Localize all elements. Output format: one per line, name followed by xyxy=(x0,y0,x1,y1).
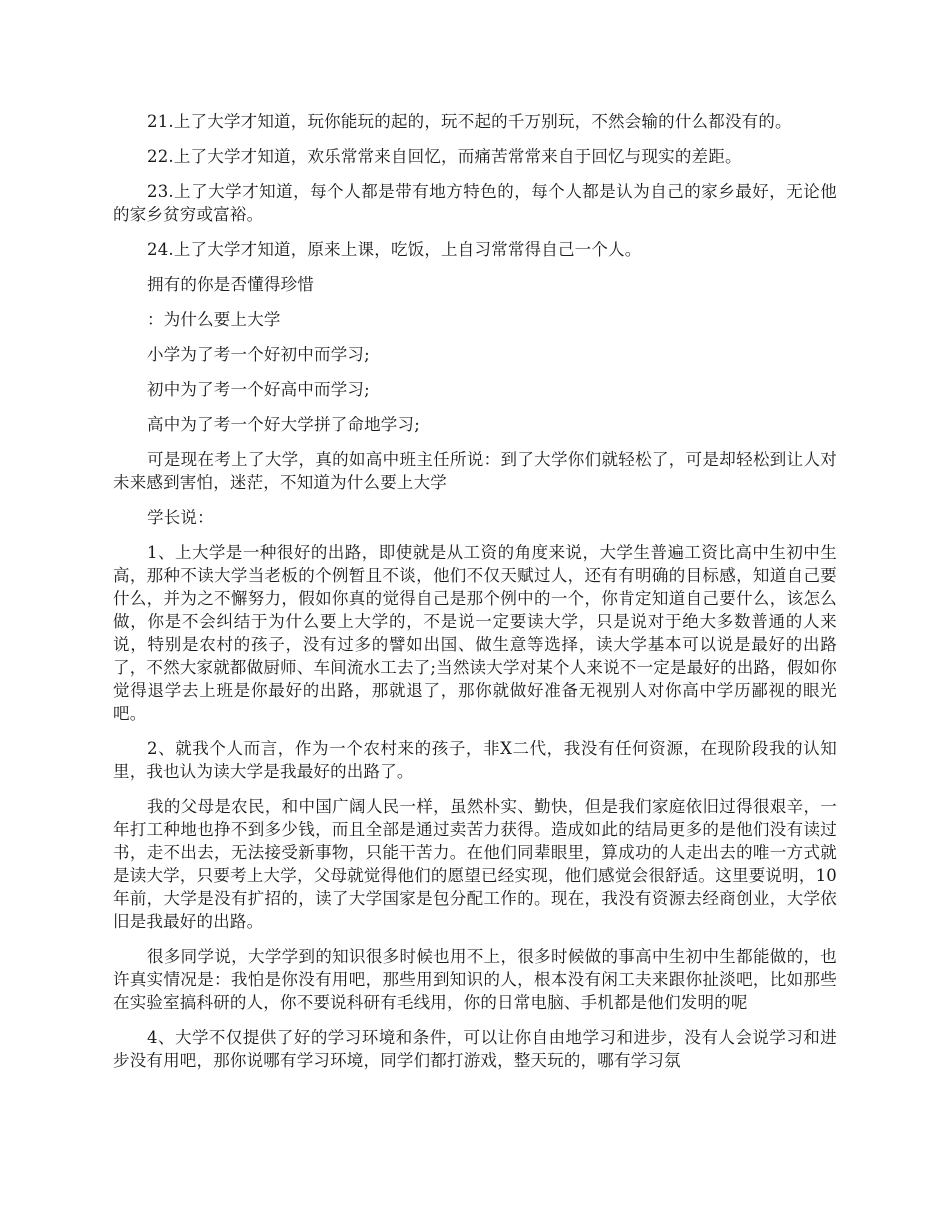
paragraph-high-school: 高中为了考一个好大学拼了命地学习; xyxy=(147,415,420,434)
paragraph-knowledge-use: 很多同学说，大学学到的知识很多时候也用不上，很多时候做的事高中生初中生都能做的，也许真实情况是：我怕是你没有用吧，那些用到知识的人，根本没有闲工夫来跟你扯淡吧，比如那些在实验室搞科研的人，你不要说科研有毛线用，你的日常电脑、手机都是他们发明的呢 xyxy=(113,947,837,1012)
paragraph-senior-says: 学长说： xyxy=(147,508,214,527)
document-body xyxy=(113,110,837,1084)
paragraph-middle-school: 初中为了考一个好高中而学习; xyxy=(147,380,370,399)
paragraph-cherish: 拥有的你是否懂得珍惜 xyxy=(147,275,314,294)
paragraph-point-1: 1、上大学是一种很好的出路，即使就是从工资的角度来说，大学生普遍工资比高中生初中生高，那种不读大学当老板的个例暂且不谈，他们不仅天赋过人，还有有明确的目标感，知道自己要什么，并为之不懈努力，假如你真的觉得自己是那个例中的一个，你肯定知道自己要什么，该怎么做，你是不会纠结于为什么要上大学的，不是说一定要读大学，只是说对于绝大多数普通的人来说，特别是农村的孩子，没有过多的譬如出国、做生意等选择，读大学基本可以说是最好的出路了，不然大家就都做厨师、车间流水工去了;当然读大学对某个人来说不一定是最好的出路，假如你觉得退学去上班是你最好的出路，那就退了，那你就做好准备无视别人对你高中学历鄙视的眼光吧。 xyxy=(113,543,837,723)
paragraph-parents: 我的父母是农民，和中国广阔人民一样，虽然朴实、勤快，但是我们家庭依旧过得很艰辛，一年打工种地也挣不到多少钱，而且全部是通过卖苦力获得。造成如此的结局更多的是他们没有读过书，走不出去，无法接受新事物，只能干苦力。在他们同辈眼里，算成功的人走出去的唯一方式就是读大学，只要考上大学，父母就觉得他们的愿望已经实现，他们感觉会很舒适。这里要说明，10年前，大学是没有扩招的，读了大学国家是包分配工作的。现在，我没有资源去经商创业，大学依旧是我最好的出路。 xyxy=(113,797,837,931)
paragraph-22: 22.上了大学才知道，欢乐常常来自回忆，而痛苦常常来自于回忆与现实的差距。 xyxy=(147,147,742,166)
section-heading-why-college: ：为什么要上大学 xyxy=(147,310,281,329)
paragraph-point-4: 4、大学不仅提供了好的学习环境和条件，可以让你自由地学习和进步，没有人会说学习和进步没有用吧，那你说哪有学习环境，同学们都打游戏，整天玩的，哪有学习氛 xyxy=(113,1028,837,1070)
paragraph-point-2: 2、就我个人而言，作为一个农村来的孩子，非X二代，我没有任何资源，在现阶段我的认知里，我也认为读大学是我最好的出路了。 xyxy=(113,739,837,781)
paragraph-23: 23.上了大学才知道，每个人都是带有地方特色的，每个人都是认为自己的家乡最好，无论他的家乡贫穷或富裕。 xyxy=(113,182,837,224)
paragraph-now-in-college: 可是现在考上了大学，真的如高中班主任所说：到了大学你们就轻松了，可是却轻松到让人对未来感到害怕，迷茫，不知道为什么要上大学 xyxy=(113,450,837,492)
paragraph-21: 21.上了大学才知道，玩你能玩的起的，玩不起的千万别玩，不然会输的什么都没有的。 xyxy=(147,112,792,131)
paragraph-primary-school: 小学为了考一个好初中而学习; xyxy=(147,345,370,364)
paragraph-24: 24.上了大学才知道，原来上课，吃饭，上自习常常得自己一个人。 xyxy=(147,240,642,259)
